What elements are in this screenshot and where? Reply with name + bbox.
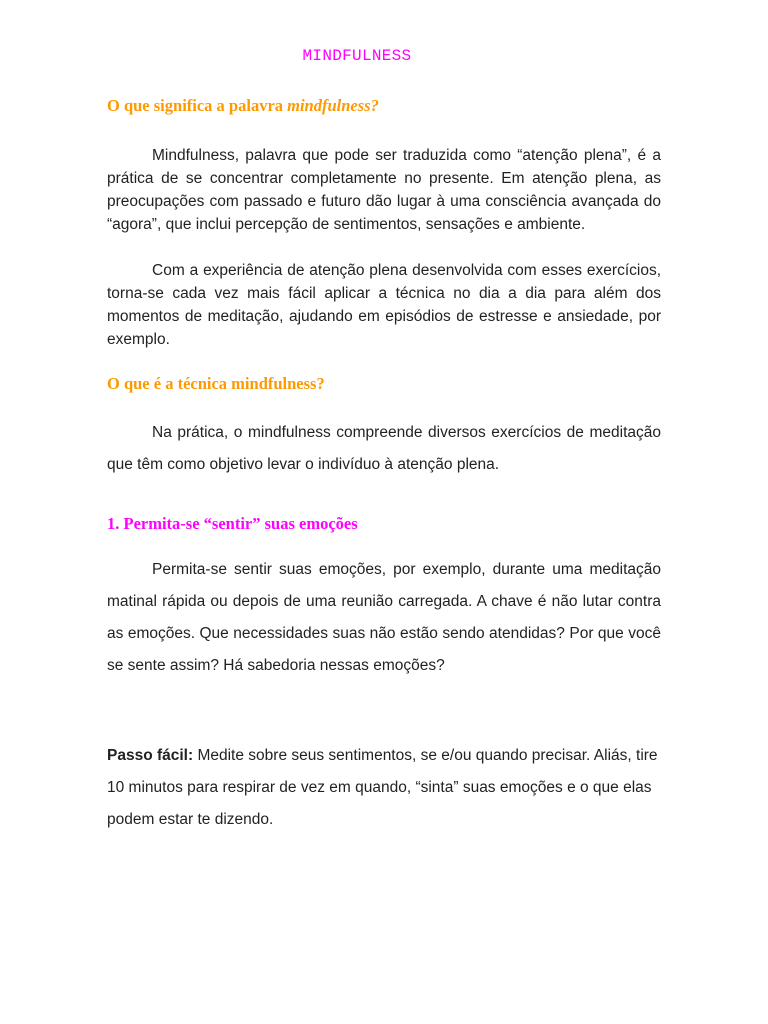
paragraph-practice: Na prática, o mindfulness compreende diversos exercícios de meditação que têm como objetivo levar o indivíduo à atenção plena. [107, 424, 661, 473]
paragraph-definition: Mindfulness, palavra que pode ser traduzida como “atenção plena”, é a prática de se concentrar completamente no presente. Em atenção plena, as preocupações com passado e futuro dão lugar à uma consciência avançada do “agora”, que inclui percepção de sentimentos, sensações e ambiente. [107, 147, 661, 233]
section-heading-technique: O que é a técnica mindfulness? [107, 374, 325, 393]
paragraph-emotions: Permita-se sentir suas emoções, por exemplo, durante uma meditação matinal rápida ou depois de uma reunião carregada. A chave é não lutar contra as emoções. Que necessidades suas não estão sendo atendidas? Por que você se sente assim? Há sabedoria nessas emoções? [107, 561, 661, 674]
section-heading-emotions: 1. Permita-se “sentir” suas emoções [107, 514, 358, 533]
document-title: MINDFULNESS [302, 47, 412, 65]
heading-text: O que significa a palavra [107, 96, 288, 115]
easy-step-text: Medite sobre seus sentimentos, se e/ou quando precisar. Aliás, tire 10 minutos para respirar de vez em quando, “sinta” suas emoções e o que elas podem estar te dizendo. [107, 747, 658, 828]
heading-emphasis: mindfulness? [287, 96, 379, 115]
section-heading-meaning [107, 96, 379, 116]
paragraph-experience: Com a experiência de atenção plena desenvolvida com esses exercícios, torna-se cada vez mais fácil aplicar a técnica no dia a dia para além dos momentos de meditação, ajudando em episódios de estresse e ansiedade, por exemplo. [107, 262, 661, 348]
paragraph-easy-step [107, 740, 661, 836]
easy-step-label: Passo fácil: [107, 747, 194, 764]
